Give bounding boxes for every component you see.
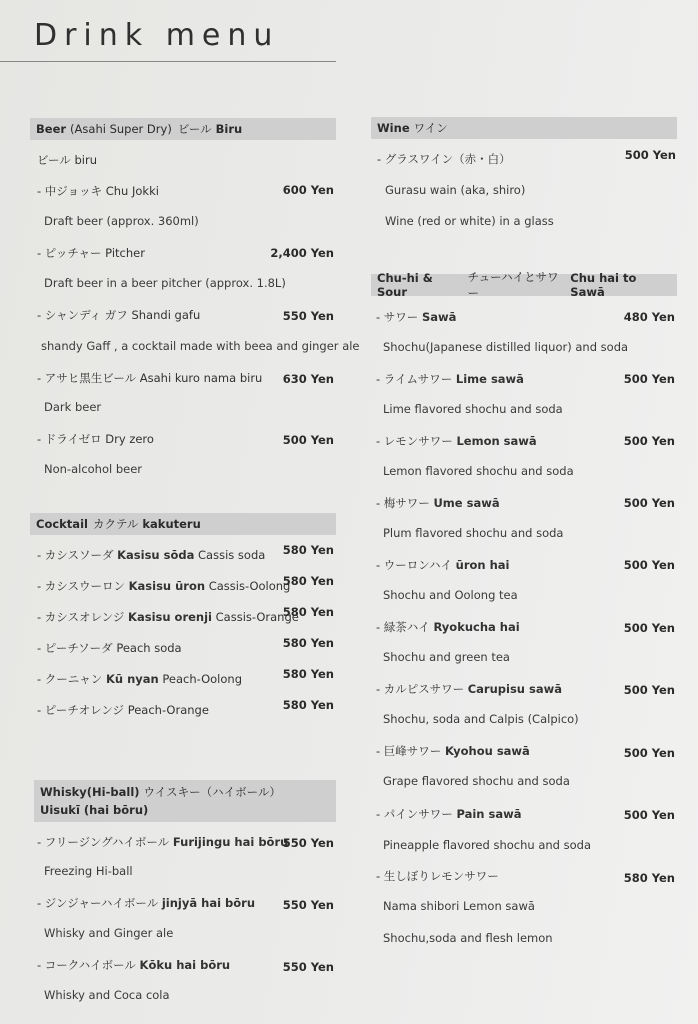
whisky-header-jp: ウイスキー（ハイボール） <box>143 785 281 799</box>
item-price: 500 Yen <box>623 683 675 697</box>
item-en: Lemon sawā <box>456 434 537 448</box>
item-price: 500 Yen <box>623 746 675 760</box>
chuhai-header-romaji: Chu hai to Sawā <box>570 271 637 299</box>
item-jp: - クーニャン <box>37 672 103 686</box>
item-en: Asahi kuro nama biru <box>139 371 263 385</box>
menu-item <box>37 834 288 850</box>
beer-section-header <box>30 118 336 140</box>
item-romaji: Nama shibori Lemon sawā <box>383 899 535 913</box>
beer-header-en: Beer <box>36 122 67 136</box>
menu-item <box>37 547 265 563</box>
item-description: Shochu(Japanese distilled liquor) and soda <box>383 340 629 354</box>
menu-item <box>376 557 510 573</box>
menu-item <box>376 868 499 884</box>
item-price: 500 Yen <box>623 558 675 572</box>
menu-item <box>376 309 456 325</box>
menu-item <box>377 151 511 167</box>
item-en: Sawā <box>421 310 457 324</box>
item-price: 580 Yen <box>623 871 675 885</box>
item-romaji: Gurasu wain (aka, shiro) <box>385 183 526 197</box>
beer-header-sub: (Asahi Super Dry) <box>70 122 172 136</box>
item-description: Grape flavored shochu and soda <box>383 774 570 788</box>
menu-item <box>37 307 200 323</box>
item-en: Dry zero <box>105 432 154 446</box>
menu-item <box>376 619 520 635</box>
menu-item <box>376 495 500 511</box>
item-price: 500 Yen <box>282 433 334 447</box>
item-price: 550 Yen <box>282 309 334 323</box>
menu-item <box>37 702 209 718</box>
item-en: Kasisu ūron <box>128 579 206 593</box>
item-en-extra: Cassis soda <box>198 548 266 562</box>
whisky-header-romaji: Uisukī (hai bōru) <box>40 803 149 817</box>
menu-item <box>37 578 290 594</box>
item-jp: - カルピスサワー <box>376 682 465 696</box>
item-jp: - ライムサワー <box>376 372 453 386</box>
cocktail-header-romaji: kakuteru <box>142 517 201 531</box>
title-divider <box>0 61 336 62</box>
item-jp: - カシスウーロン <box>37 579 125 593</box>
item-en: Kasisu sōda <box>117 548 195 562</box>
item-jp: - 梅サワー <box>376 496 430 510</box>
item-price: 500 Yen <box>623 621 675 635</box>
item-jp: - ピーチソーダ <box>37 641 113 655</box>
item-en: Lime sawā <box>455 372 524 386</box>
item-en: Kū nyan <box>105 672 159 686</box>
item-en: Ryokucha hai <box>433 620 520 634</box>
item-en-extra: Cassis-Orange <box>215 610 299 624</box>
item-jp: - 緑茶ハイ <box>376 620 430 634</box>
cocktail-section-header <box>30 513 336 535</box>
item-jp: - 生しぼりレモンサワー <box>376 869 499 883</box>
item-jp: - シャンディ ガフ <box>37 308 128 322</box>
item-en: ūron hai <box>455 558 510 572</box>
menu-item <box>376 433 537 449</box>
chuhai-section-header <box>371 270 677 300</box>
item-jp: - 巨峰サワー <box>376 744 442 758</box>
item-description: Pineapple flavored shochu and soda <box>383 838 591 852</box>
item-en: Pitcher <box>105 246 145 260</box>
chuhai-header-en: Chu-hi & Sour <box>377 271 433 299</box>
cocktail-header-en: Cocktail <box>36 517 88 531</box>
item-jp: - 中ジョッキ <box>37 184 103 198</box>
beer-intro: ビール biru <box>37 153 97 167</box>
item-price: 500 Yen <box>623 808 675 822</box>
beer-header-romaji: Biru <box>215 122 243 136</box>
menu-item <box>37 431 154 447</box>
item-jp: - フリージングハイボール <box>37 835 170 849</box>
menu-item <box>37 183 159 199</box>
item-jp: - グラスワイン（赤・白） <box>377 152 511 166</box>
item-description: Dark beer <box>44 400 102 414</box>
item-jp: - ドライゼロ <box>37 432 102 446</box>
item-jp: - アサヒ黒生ビール <box>37 371 137 385</box>
item-en-extra: Cassis-Oolong <box>208 579 291 593</box>
wine-header-en: Wine <box>377 121 410 135</box>
menu-item <box>376 806 521 822</box>
item-en: Furijingu hai bōru <box>172 835 289 849</box>
item-description: Draft beer (approx. 360ml) <box>44 214 199 228</box>
item-description: Freezing Hi-ball <box>44 864 133 878</box>
item-jp: - パインサワー <box>376 807 453 821</box>
item-description: Shochu and green tea <box>383 650 510 664</box>
wine-header-jp: ワイン <box>413 121 448 135</box>
item-en: Carupisu sawā <box>467 682 562 696</box>
item-en: Chu Jokki <box>105 184 159 198</box>
menu-item <box>37 245 145 261</box>
item-en: jinjyā hai bōru <box>161 896 256 910</box>
item-price: 580 Yen <box>282 636 334 650</box>
item-jp: - コークハイボール <box>37 958 136 972</box>
item-price: 580 Yen <box>282 667 334 681</box>
item-en-extra: Peach-Oolong <box>162 672 242 686</box>
item-description: Draft beer in a beer pitcher (approx. 1.8L) <box>44 276 286 290</box>
item-description: Lemon flavored shochu and soda <box>383 464 574 478</box>
item-description: Shochu, soda and Calpis (Calpico) <box>383 712 579 726</box>
whisky-header-en: Whisky(Hi-ball) <box>40 785 140 799</box>
item-description: Shochu and Oolong tea <box>383 588 518 602</box>
item-price: 580 Yen <box>282 574 334 588</box>
menu-item <box>37 609 299 625</box>
item-en: Kyohou sawā <box>444 744 530 758</box>
item-en: Shandi gafu <box>131 308 201 322</box>
item-jp: - ピッチャー <box>37 246 102 260</box>
menu-item <box>376 681 562 697</box>
item-jp: - ピーチオレンジ <box>37 703 125 717</box>
menu-item <box>376 743 530 759</box>
item-description: Whisky and Ginger ale <box>44 926 174 940</box>
wine-section-header <box>371 117 677 139</box>
item-price: 500 Yen <box>623 372 675 386</box>
item-jp: - カシスソーダ <box>37 548 114 562</box>
item-jp: - ウーロンハイ <box>376 558 452 572</box>
item-price: 550 Yen <box>282 960 334 974</box>
item-description: Non-alcohol beer <box>44 462 143 476</box>
item-price: 2,400 Yen <box>270 246 334 260</box>
item-description: shandy Gaff , a cocktail made with beea and ginger ale <box>41 339 360 353</box>
item-description: Plum flavored shochu and soda <box>383 526 564 540</box>
beer-header-jp: ビール <box>177 122 212 136</box>
item-price: 600 Yen <box>282 183 334 197</box>
chuhai-header-jp: チューハイとサワー <box>467 270 559 300</box>
menu-item <box>376 371 524 387</box>
menu-item <box>37 370 262 386</box>
menu-item <box>37 957 230 973</box>
item-price: 480 Yen <box>623 310 675 324</box>
item-price: 500 Yen <box>623 496 675 510</box>
item-description: Whisky and Coca cola <box>44 988 170 1002</box>
item-en-extra: Peach soda <box>116 641 182 655</box>
item-en-extra: Peach-Orange <box>127 703 209 717</box>
item-description: Wine (red or white) in a glass <box>385 214 554 228</box>
menu-item <box>37 671 242 687</box>
item-jp: - サワー <box>376 310 419 324</box>
item-price: 580 Yen <box>282 605 334 619</box>
item-price: 580 Yen <box>282 543 334 557</box>
item-en: Pain sawā <box>456 807 522 821</box>
item-price: 580 Yen <box>282 698 334 712</box>
item-jp: - カシスオレンジ <box>37 610 125 624</box>
item-jp: - レモンサワー <box>376 434 453 448</box>
item-description: Lime flavored shochu and soda <box>383 402 563 416</box>
menu-item <box>37 640 182 656</box>
item-en: Ume sawā <box>433 496 500 510</box>
item-en: Kōku hai bōru <box>139 958 231 972</box>
menu-item <box>37 895 255 911</box>
item-price: 500 Yen <box>624 148 676 162</box>
item-price: 550 Yen <box>282 836 334 850</box>
whisky-section-header <box>34 780 336 822</box>
item-price: 630 Yen <box>282 372 334 386</box>
item-price: 500 Yen <box>623 434 675 448</box>
item-jp: - ジンジャーハイボール <box>37 896 159 910</box>
item-price: 550 Yen <box>282 898 334 912</box>
item-en: Kasisu orenji <box>128 610 212 624</box>
item-description: Shochu,soda and flesh lemon <box>383 931 553 945</box>
cocktail-header-jp: カクテル <box>92 517 139 531</box>
page-title: Drink menu <box>34 18 280 53</box>
